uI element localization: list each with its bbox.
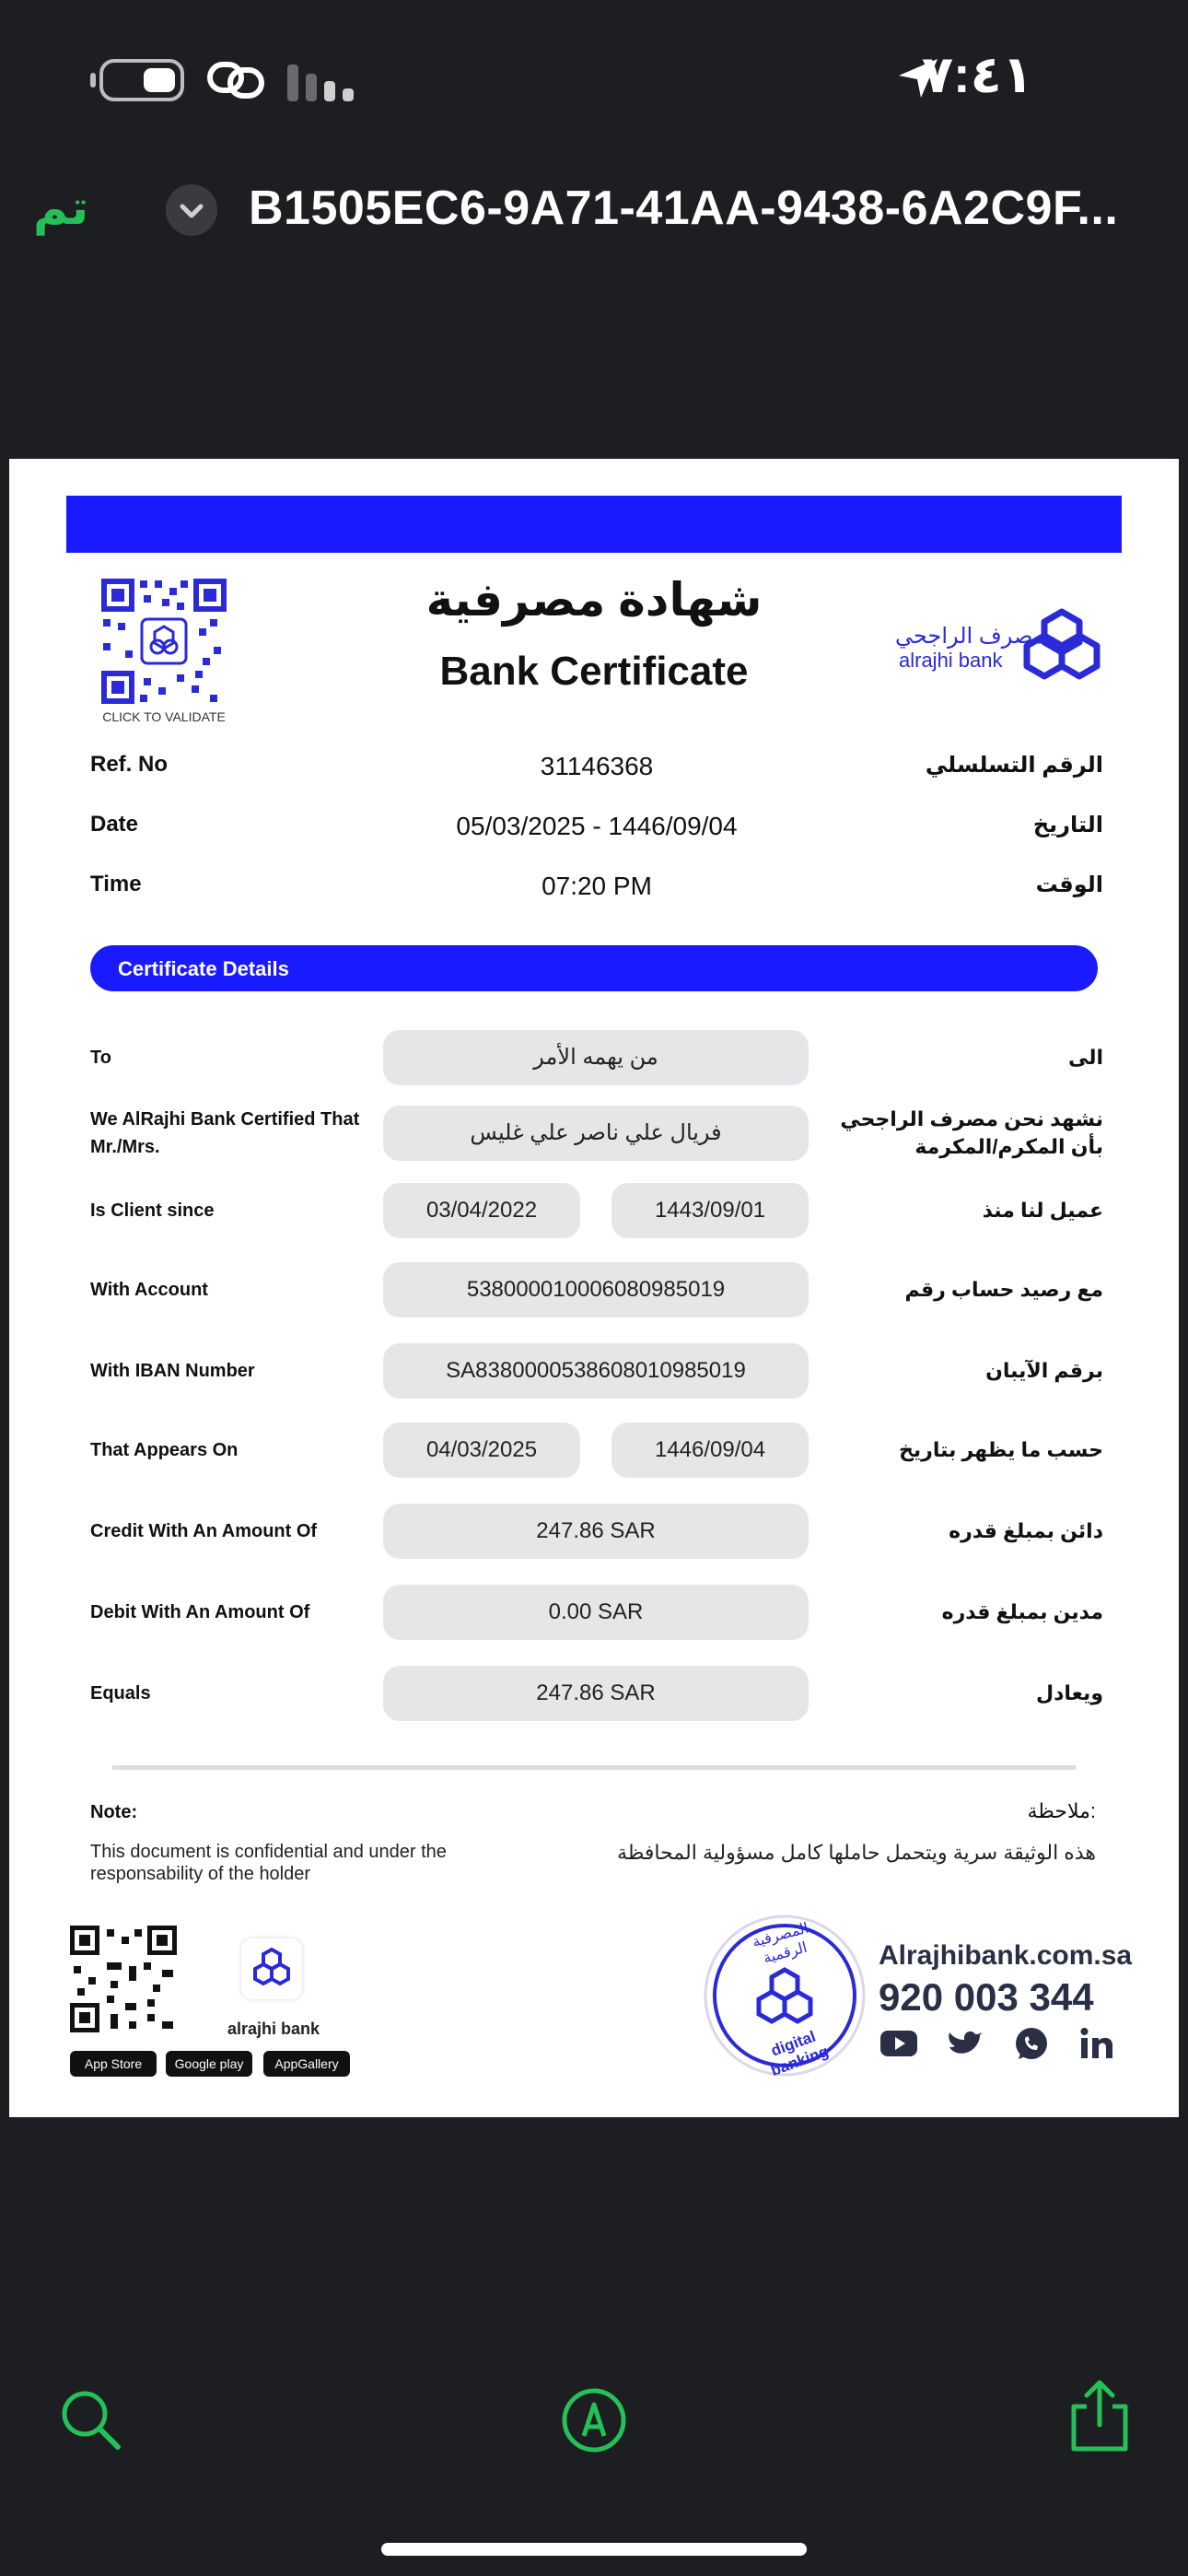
done-button[interactable]: تم	[33, 181, 89, 235]
row-value: SA8380000538608010985019	[383, 1343, 809, 1399]
website-link[interactable]: Alrajhibank.com.sa	[879, 1940, 1133, 1971]
row-label-ar: دائن بمبلغ قدره	[949, 1519, 1103, 1542]
row-value-gregorian: 03/04/2022	[383, 1183, 580, 1238]
badge-top-text: المصرفية الرقمية	[751, 1920, 810, 1967]
status-time: ٧:٤١	[921, 45, 1033, 103]
title-menu-button[interactable]	[166, 184, 217, 236]
note-label-ar: ملاحظة:	[1027, 1799, 1096, 1822]
row-label-en: Equals	[90, 1683, 151, 1704]
info-label-en: Date	[90, 812, 139, 837]
row-label-en: To	[90, 1048, 111, 1068]
markup-icon[interactable]	[560, 2386, 628, 2454]
row-label-en: With IBAN Number	[90, 1361, 255, 1381]
info-label-en: Time	[90, 872, 142, 896]
title-english: Bank Certificate	[439, 649, 749, 694]
alrajhi-logo-icon	[241, 1938, 302, 1999]
certificate-details-header: Certificate Details	[90, 945, 1098, 991]
alrajhi-logo-icon	[1020, 606, 1103, 684]
info-value: 07:20 PM	[542, 872, 652, 900]
twitter-icon[interactable]	[945, 2025, 985, 2062]
document-title: B1505EC6-9A71-41AA-9438-6A2C9F...	[249, 181, 1119, 235]
info-row-date	[90, 812, 1103, 849]
row-value: 0.00 SAR	[383, 1585, 809, 1640]
row-value-hijri: 1443/09/01	[611, 1183, 809, 1238]
detail-row-appears-on	[90, 1423, 1103, 1478]
detail-row-account	[90, 1262, 1103, 1317]
row-label-ar: ويعادل	[1036, 1681, 1103, 1704]
row-label-ar: الى	[1067, 1046, 1103, 1069]
header-color-bar	[66, 496, 1122, 553]
detail-row-to	[90, 1030, 1103, 1085]
detail-row-client-since	[90, 1183, 1103, 1238]
info-row-ref	[90, 752, 1103, 789]
battery-icon	[99, 59, 184, 101]
badge-bottom-text: digital banking	[768, 2027, 832, 2080]
row-label-en: Credit With An Amount Of	[90, 1521, 318, 1541]
row-value: 247.86 SAR	[383, 1666, 809, 1721]
social-links	[879, 2025, 1127, 2066]
row-label-ar: نشهد نحن مصرف الراجحي بأن المكرم/المكرمة	[840, 1107, 1103, 1158]
note-text-en: This document is confidential and under the responsability of the holder	[90, 1842, 447, 1884]
certificate-page	[9, 459, 1179, 2117]
google-play-badge[interactable]: Google play	[166, 2051, 252, 2077]
row-label-ar: حسب ما يظهر بتاريخ	[899, 1438, 1103, 1461]
note-text-ar: هذه الوثيقة سرية ويتحمل حاملها كامل مسؤولية المحافظة	[617, 1841, 1096, 1864]
row-value: من يهمه الأمر	[383, 1030, 809, 1085]
row-label-ar: عميل لنا منذ	[982, 1199, 1103, 1222]
detail-row-credit	[90, 1504, 1103, 1559]
row-label-en: Is Client since	[90, 1200, 215, 1221]
row-label-en: We AlRajhi Bank Certified That Mr./Mrs.	[90, 1109, 360, 1157]
app-store-badge[interactable]: App Store	[70, 2051, 157, 2077]
home-indicator[interactable]	[381, 2543, 807, 2556]
alrajhi-app-icon	[241, 1938, 302, 1999]
divider	[112, 1765, 1076, 1770]
info-label-ar: التاريخ	[1032, 813, 1103, 837]
row-label-en: That Appears On	[90, 1440, 239, 1460]
app-name: alrajhi bank	[227, 2020, 320, 2038]
row-label-ar: مدين بمبلغ قدره	[941, 1600, 1103, 1623]
note-label-en: Note:	[90, 1802, 138, 1822]
whatsapp-icon[interactable]	[1011, 2025, 1052, 2062]
detail-row-debit	[90, 1585, 1103, 1640]
info-label-ar: الرقم التسلسلي	[925, 753, 1103, 778]
signal-icon	[287, 59, 361, 101]
row-label-ar: برقم الآيبان	[985, 1359, 1103, 1382]
row-value: 538000010006080985019	[383, 1262, 809, 1317]
row-label-en: Debit With An Amount Of	[90, 1602, 310, 1622]
appgallery-badge[interactable]: AppGallery	[263, 2051, 350, 2077]
phone-number[interactable]: 920 003 344	[879, 1975, 1094, 2019]
chevron-down-icon	[166, 184, 217, 236]
linkedin-icon[interactable]	[1077, 2025, 1118, 2062]
youtube-icon[interactable]	[879, 2025, 919, 2062]
search-icon[interactable]	[57, 2386, 123, 2453]
title-arabic: شهادة مصرفية	[425, 574, 763, 626]
info-row-time	[90, 872, 1103, 908]
detail-row-equals	[90, 1666, 1103, 1721]
row-value: فريال علي ناصر علي غليس	[383, 1106, 809, 1161]
detail-row-certified	[90, 1106, 1103, 1161]
app-download-qr-code[interactable]	[70, 1926, 177, 2032]
status-bar	[0, 0, 1188, 157]
row-value-hijri: 1446/09/04	[611, 1423, 809, 1478]
info-label-en: Ref. No	[90, 752, 168, 777]
row-value-gregorian: 04/03/2025	[383, 1423, 580, 1478]
info-value: 05/03/2025 - 1446/09/04	[456, 812, 738, 840]
row-label-ar: مع رصيد حساب رقم	[904, 1278, 1103, 1301]
detail-row-iban	[90, 1343, 1103, 1399]
share-icon[interactable]	[1066, 2379, 1133, 2453]
link-icon	[206, 57, 265, 103]
info-label-ar: الوقت	[1035, 872, 1103, 897]
qr-caption: CLICK TO VALIDATE	[102, 709, 226, 724]
row-value: 247.86 SAR	[383, 1504, 809, 1559]
bank-logo-arabic: مصرف الراجحي	[895, 624, 1045, 649]
info-value: 31146368	[540, 752, 654, 780]
row-label-en: With Account	[90, 1280, 208, 1300]
bank-logo-english: alrajhi bank	[899, 649, 1003, 672]
